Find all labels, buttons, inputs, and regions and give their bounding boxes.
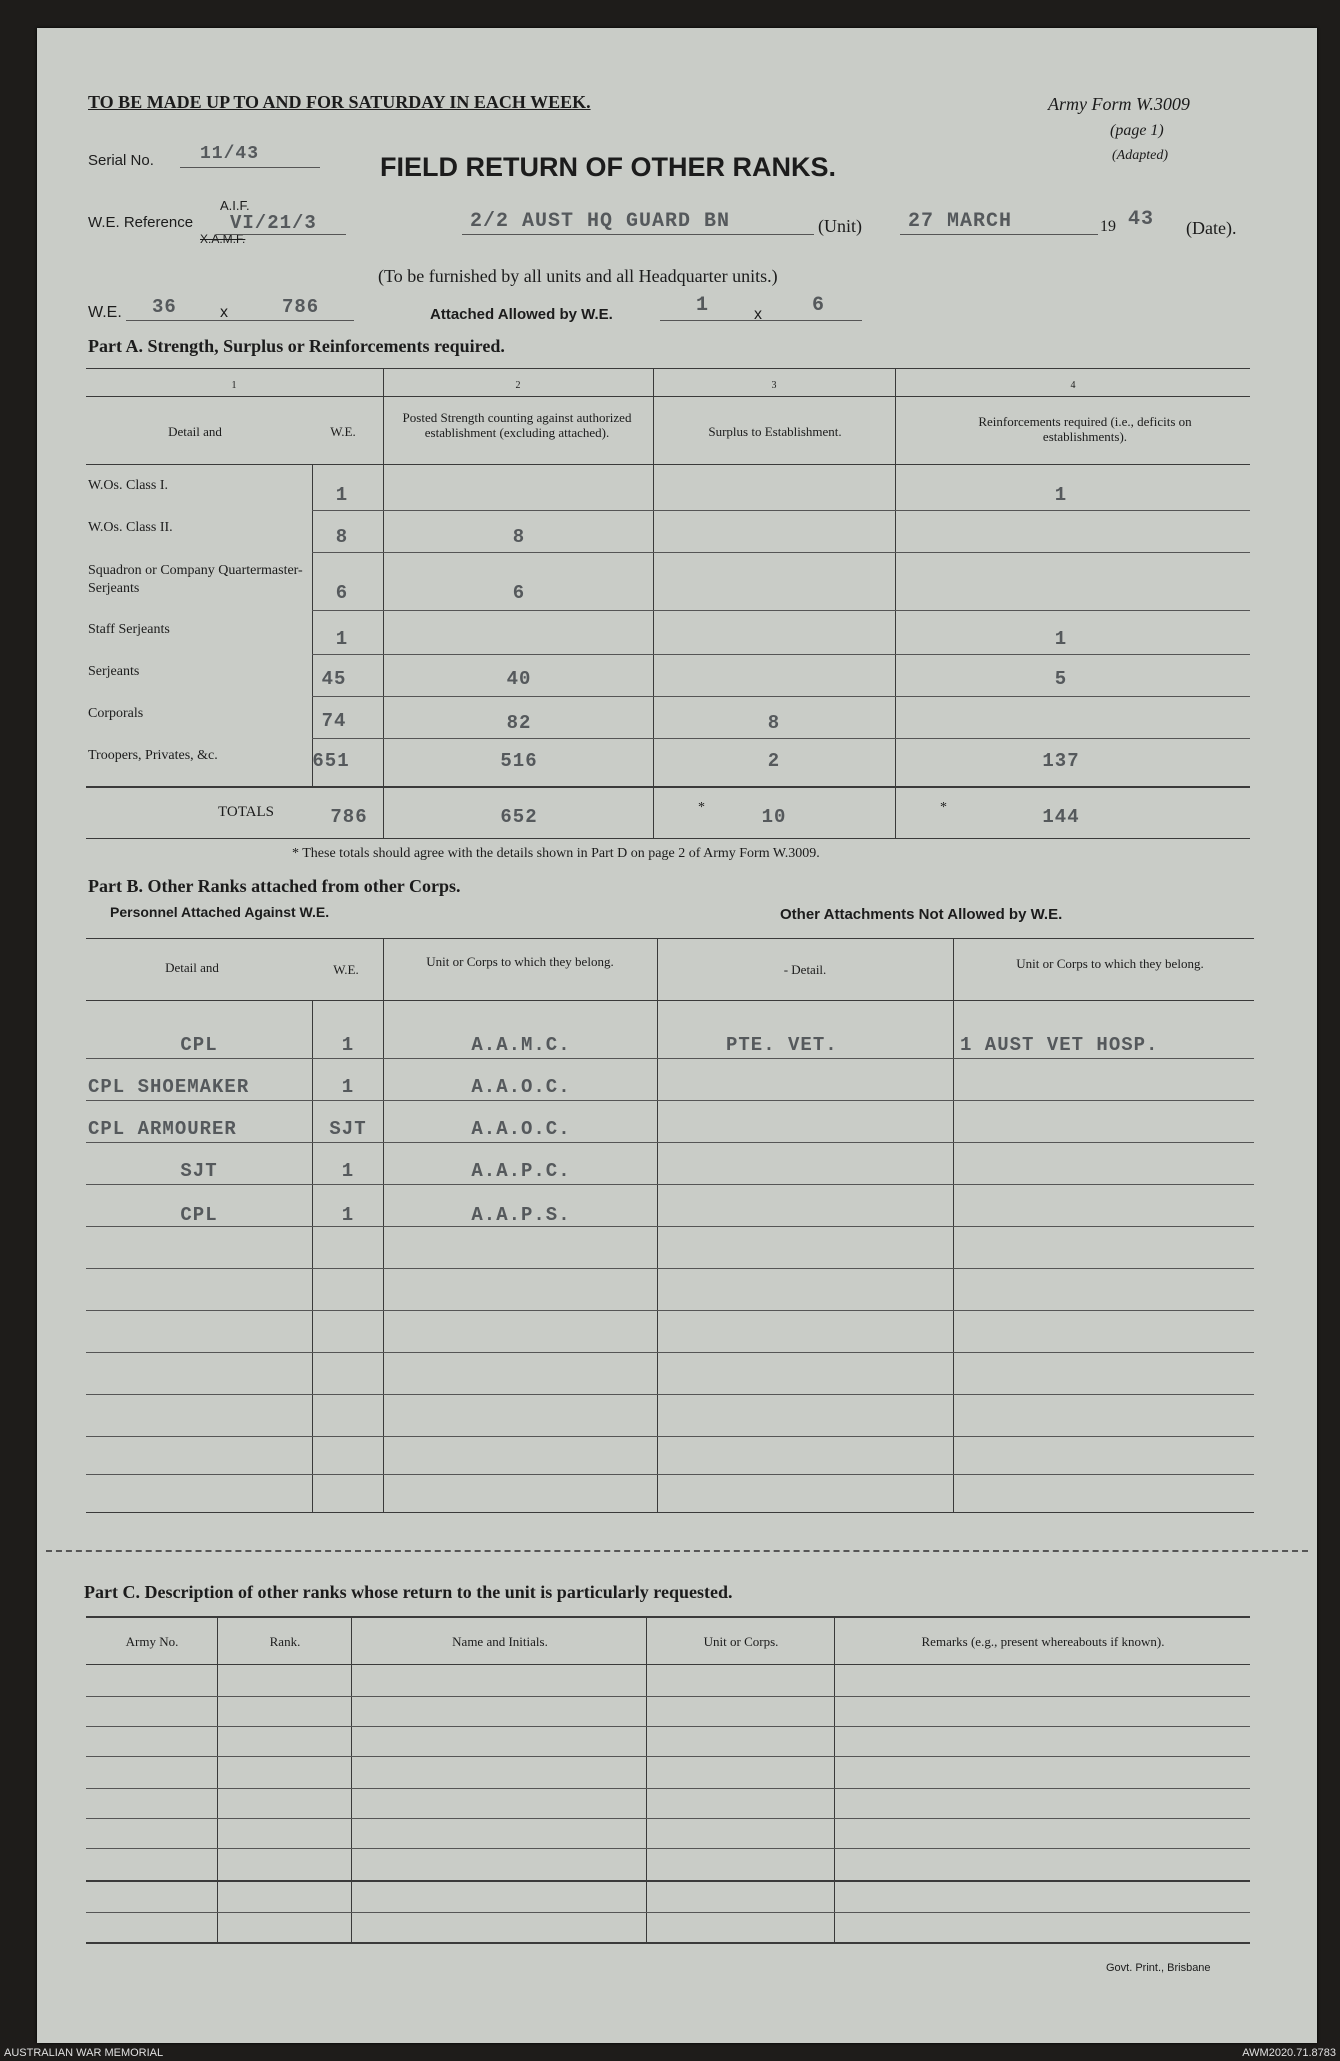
part-b-sub-left: Personnel Attached Against W.E. bbox=[110, 904, 330, 920]
we-reference-xamf: X.A.M.F. bbox=[200, 232, 246, 246]
totals-reinforcements-star: * bbox=[940, 800, 947, 815]
part-c-col-rank: Rank. bbox=[269, 1634, 301, 1649]
part-c-row-rule bbox=[86, 1848, 1250, 1849]
part-b-row-unit2: 1 AUST VET HOSP. bbox=[960, 1034, 1159, 1056]
part-a-row-posted: 82 bbox=[506, 712, 532, 734]
part-b-row-rule bbox=[86, 1352, 1254, 1353]
part-b-col-unit: Unit or Corps to which they belong. bbox=[426, 954, 614, 969]
part-b-row-detail: CPL ARMOURER bbox=[88, 1118, 237, 1140]
part-a-row-rule bbox=[312, 696, 1250, 697]
part-b-row-rule bbox=[86, 1184, 1254, 1185]
part-a-row-we: 45 bbox=[321, 668, 347, 690]
part-a-top-rule bbox=[86, 368, 1250, 369]
attached-times: x bbox=[754, 306, 762, 323]
we-reference-underline bbox=[216, 234, 346, 235]
part-a-row-rule bbox=[312, 610, 1250, 611]
part-a-col-posted: Posted Strength counting against authorized establishment (excluding attached). bbox=[402, 410, 632, 440]
part-a-row-rule bbox=[312, 510, 1250, 511]
part-c-heading: Part C. Description of other ranks whose return to the unit is particularly requested. bbox=[84, 1582, 733, 1602]
serial-underline bbox=[180, 167, 320, 168]
part-a-row-detail: Troopers, Privates, &c. bbox=[88, 748, 218, 763]
part-b-row-detail2: PTE. VET. bbox=[726, 1034, 838, 1056]
part-c-mid-rule bbox=[86, 1880, 1250, 1882]
part-a-row-surplus: 2 bbox=[767, 750, 781, 772]
part-c-row-rule bbox=[86, 1696, 1250, 1697]
part-c-top-rule bbox=[86, 1616, 1250, 1618]
part-a-row-posted: 6 bbox=[512, 582, 526, 604]
totals-surplus: 10 bbox=[761, 806, 787, 828]
part-b-row-rule bbox=[86, 1100, 1254, 1101]
part-c-row-rule bbox=[86, 1912, 1250, 1913]
attached-value-a: 1 bbox=[696, 294, 710, 317]
footer-institution: AUSTRALIAN WAR MEMORIAL bbox=[4, 2047, 164, 2059]
part-b-row-rule bbox=[86, 1142, 1254, 1143]
part-b-row-we: 1 bbox=[341, 1160, 355, 1182]
part-b-top-rule bbox=[86, 938, 1254, 939]
part-a-row-rule bbox=[312, 738, 1250, 739]
part-b-row-detail: CPL bbox=[180, 1034, 218, 1056]
part-a-row-reinforcements: 1 bbox=[1054, 628, 1068, 650]
totals-label: TOTALS bbox=[218, 804, 275, 820]
unit-value: 2/2 AUST HQ GUARD BN bbox=[470, 210, 731, 233]
part-b-row-rule bbox=[86, 1474, 1254, 1475]
we-label: W.E. bbox=[88, 304, 122, 321]
part-a-row-posted: 8 bbox=[512, 526, 526, 548]
part-b-row-rule bbox=[86, 1436, 1254, 1437]
part-b-row-unit: A.A.O.C. bbox=[471, 1076, 571, 1098]
date-underline bbox=[900, 234, 1098, 235]
attached-underline bbox=[660, 320, 862, 321]
part-b-row-rule bbox=[86, 1310, 1254, 1311]
part-b-row-unit: A.A.P.S. bbox=[471, 1204, 571, 1226]
part-a-row-reinforcements: 1 bbox=[1054, 484, 1068, 506]
part-a-totals-rule bbox=[86, 786, 1250, 788]
part-a-footnote: * These totals should agree with the details shown in Part D on page 2 of Army Form W.3009. bbox=[292, 846, 820, 861]
part-c-vline-3 bbox=[646, 1616, 647, 1942]
part-a-row-we: 651 bbox=[312, 750, 350, 772]
part-b-row-detail: CPL SHOEMAKER bbox=[88, 1076, 250, 1098]
part-a-row-detail: Staff Serjeants bbox=[88, 622, 170, 637]
part-b-col-detail: Detail and bbox=[165, 960, 219, 975]
part-c-row-rule bbox=[86, 1788, 1250, 1789]
part-c-bottom-rule bbox=[86, 1942, 1250, 1944]
part-a-row-rule bbox=[312, 654, 1250, 655]
part-b-row-we: 1 bbox=[341, 1076, 355, 1098]
part-c-vline-1 bbox=[217, 1616, 218, 1942]
we-reference-value: VI/21/3 bbox=[230, 212, 317, 234]
unit-label: (Unit) bbox=[818, 216, 862, 236]
part-a-colnum-2: 2 bbox=[515, 380, 521, 391]
part-c-row-rule bbox=[86, 1726, 1250, 1727]
instruction-line: TO BE MADE UP TO AND FOR SATURDAY IN EACH WEEK. bbox=[88, 92, 591, 112]
part-c-vline-2 bbox=[351, 1616, 352, 1942]
part-a-col-surplus: Surplus to Establishment. bbox=[708, 424, 842, 439]
part-a-row-detail: W.Os. Class I. bbox=[88, 478, 168, 493]
part-a-row-we: 1 bbox=[335, 484, 349, 506]
part-b-col-we: W.E. bbox=[333, 962, 359, 977]
year-prefix: 19 bbox=[1100, 218, 1116, 235]
part-a-heading: Part A. Strength, Surplus or Reinforcements required. bbox=[88, 336, 505, 356]
we-reference-label: W.E. Reference bbox=[88, 214, 194, 231]
part-b-col-unit2: Unit or Corps to which they belong. bbox=[1016, 956, 1204, 971]
form-title: FIELD RETURN OF OTHER RANKS. bbox=[380, 152, 836, 182]
part-b-row-we: SJT bbox=[329, 1118, 367, 1140]
serial-label: Serial No. bbox=[88, 152, 154, 169]
part-b-row-rule bbox=[86, 1058, 1254, 1059]
year-value: 43 bbox=[1128, 208, 1155, 231]
we-value-a: 36 bbox=[152, 296, 177, 318]
part-a-row-detail: Squadron or Company Quartermaster-Serjeants bbox=[88, 563, 303, 596]
part-a-row-rule bbox=[312, 552, 1250, 553]
form-page: (page 1) bbox=[1110, 122, 1164, 139]
attached-value-b: 6 bbox=[812, 294, 826, 317]
part-b-header-rule bbox=[86, 1000, 1254, 1001]
part-b-row-we: 1 bbox=[341, 1204, 355, 1226]
totals-posted: 652 bbox=[500, 806, 538, 828]
part-a-row-we: 1 bbox=[335, 628, 349, 650]
we-reference-aif: A.I.F. bbox=[220, 198, 250, 213]
part-c-header-rule bbox=[86, 1664, 1250, 1665]
part-a-row-we: 6 bbox=[335, 582, 349, 604]
part-a-row-we: 74 bbox=[321, 710, 347, 732]
part-b-row-rule bbox=[86, 1226, 1254, 1227]
unit-underline bbox=[462, 234, 814, 235]
form-name: Army Form W.3009 bbox=[1048, 94, 1190, 114]
part-c-row-rule bbox=[86, 1818, 1250, 1819]
part-b-col-detail2: - Detail. bbox=[783, 962, 827, 977]
furnished-note: (To be furnished by all units and all Headquarter units.) bbox=[378, 266, 778, 286]
part-b-sub-right: Other Attachments Not Allowed by W.E. bbox=[780, 906, 1063, 923]
part-b-row-rule bbox=[86, 1394, 1254, 1395]
we-times: x bbox=[220, 304, 228, 321]
form-adapted: (Adapted) bbox=[1112, 148, 1168, 163]
part-b-row-we: 1 bbox=[341, 1034, 355, 1056]
part-c-col-unit: Unit or Corps. bbox=[703, 1634, 779, 1649]
serial-value: 11/43 bbox=[200, 144, 260, 164]
part-a-row-reinforcements: 137 bbox=[1042, 750, 1080, 772]
printer-imprint: Govt. Print., Brisbane bbox=[1106, 1962, 1211, 1974]
totals-reinforcements: 144 bbox=[1042, 806, 1080, 828]
part-c-col-remarks: Remarks (e.g., present whereabouts if known). bbox=[921, 1634, 1165, 1649]
date-value: 27 MARCH bbox=[908, 210, 1013, 233]
part-b-vline-3 bbox=[953, 938, 954, 1512]
part-a-col-reinforcements: Reinforcements required (i.e., deficits on establishments). bbox=[978, 414, 1192, 444]
part-b-row-rule bbox=[86, 1268, 1254, 1269]
we-underline bbox=[126, 320, 354, 321]
perforation-line bbox=[46, 1550, 1308, 1552]
part-a-colnum-3: 3 bbox=[771, 380, 777, 391]
date-label: (Date). bbox=[1186, 218, 1237, 238]
attached-allowed-label: Attached Allowed by W.E. bbox=[430, 306, 613, 323]
part-a-num-rule bbox=[86, 396, 1250, 397]
part-b-row-detail: CPL bbox=[180, 1204, 218, 1226]
part-b-bottom-rule bbox=[86, 1512, 1254, 1513]
part-c-col-army-no: Army No. bbox=[125, 1634, 179, 1649]
part-a-row-reinforcements: 5 bbox=[1054, 668, 1068, 690]
part-a-row-we: 8 bbox=[335, 526, 349, 548]
part-a-col-we: W.E. bbox=[330, 424, 356, 439]
totals-surplus-star: * bbox=[698, 800, 705, 815]
footer-accession-number: AWM2020.71.8783 bbox=[1242, 2047, 1336, 2059]
part-a-colnum-1: 1 bbox=[231, 380, 237, 391]
part-c-col-name: Name and Initials. bbox=[452, 1634, 548, 1649]
part-c-row-rule bbox=[86, 1756, 1250, 1757]
part-b-heading: Part B. Other Ranks attached from other Corps. bbox=[88, 876, 461, 896]
part-b-row-unit: A.A.M.C. bbox=[471, 1034, 571, 1056]
part-c-vline-4 bbox=[834, 1616, 835, 1942]
part-a-row-surplus: 8 bbox=[767, 712, 781, 734]
part-a-row-detail: Serjeants bbox=[88, 664, 140, 679]
part-a-row-posted: 40 bbox=[506, 668, 532, 690]
part-a-header-rule bbox=[86, 464, 1250, 465]
part-b-row-detail: SJT bbox=[180, 1160, 218, 1182]
part-b-row-unit: A.A.O.C. bbox=[471, 1118, 571, 1140]
totals-we: 786 bbox=[330, 806, 368, 828]
part-b-row-unit: A.A.P.C. bbox=[471, 1160, 571, 1182]
part-a-bottom-rule bbox=[86, 838, 1250, 839]
part-a-colnum-4: 4 bbox=[1070, 380, 1076, 391]
part-a-row-detail: W.Os. Class II. bbox=[88, 520, 173, 535]
part-a-row-posted: 516 bbox=[500, 750, 538, 772]
part-a-row-detail: Corporals bbox=[88, 706, 144, 721]
part-a-col-detail: Detail and bbox=[168, 424, 222, 439]
we-value-b: 786 bbox=[282, 296, 320, 318]
